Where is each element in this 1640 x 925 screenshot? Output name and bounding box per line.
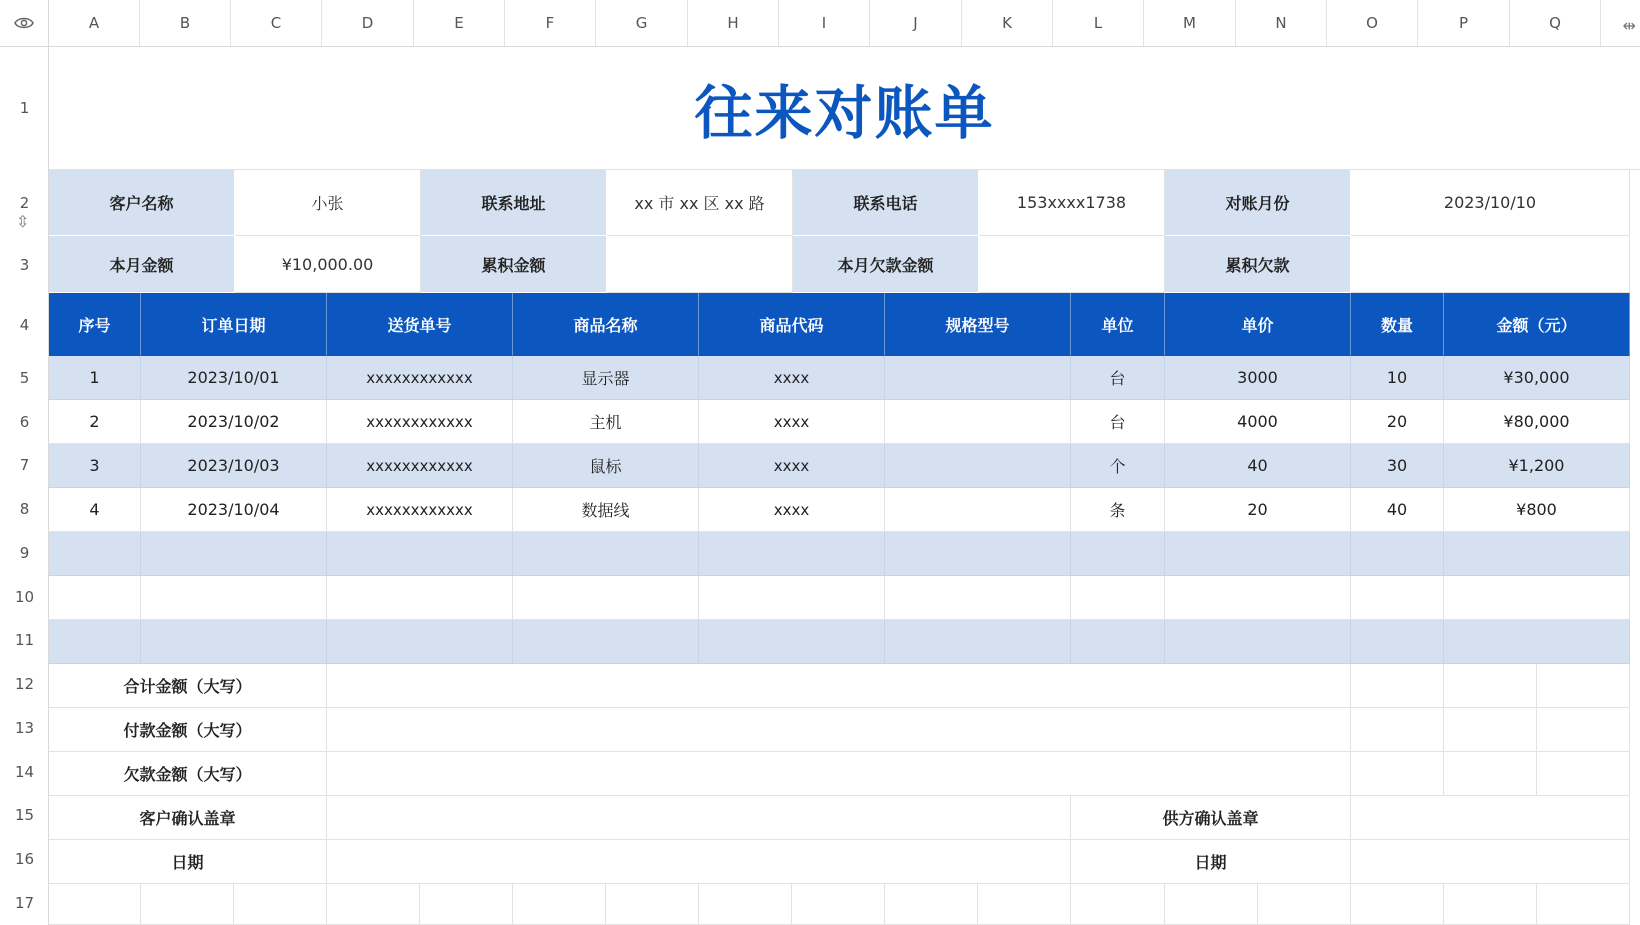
- empty-cell[interactable]: [1351, 752, 1444, 796]
- empty-cell[interactable]: [1258, 884, 1351, 925]
- cumulative-debt-label: 累积欠款: [1165, 236, 1351, 293]
- customer-date-field[interactable]: [327, 840, 1071, 884]
- empty-cell[interactable]: [1444, 664, 1537, 708]
- empty-cell[interactable]: [513, 620, 699, 664]
- cell-delivery-no[interactable]: xxxxxxxxxxxx: [327, 488, 513, 532]
- empty-cell[interactable]: [1444, 884, 1537, 925]
- paid-amount-field[interactable]: [327, 708, 1351, 752]
- customer-stamp-label: 客户确认盖章: [49, 796, 327, 840]
- empty-cell[interactable]: [513, 884, 606, 925]
- empty-cell[interactable]: [49, 620, 141, 664]
- table-header-unit-price[interactable]: 单价: [1165, 293, 1351, 356]
- cell-quantity[interactable]: 20: [1351, 400, 1444, 444]
- row-header-15[interactable]: 15: [14, 806, 35, 824]
- empty-cell[interactable]: [1444, 708, 1537, 752]
- empty-cell[interactable]: [792, 884, 885, 925]
- cell-product-name[interactable]: 主机: [513, 400, 699, 444]
- cell-product-code[interactable]: xxxx: [699, 488, 885, 532]
- cell-product-name[interactable]: 显示器: [513, 356, 699, 400]
- column-header-h[interactable]: H: [688, 0, 779, 46]
- month-debt-label: 本月欠款金额: [793, 236, 979, 293]
- customer-stamp-field[interactable]: [327, 796, 1071, 840]
- cell-amount[interactable]: ¥1,200: [1444, 444, 1630, 488]
- column-header-n[interactable]: N: [1236, 0, 1327, 46]
- cell-unit[interactable]: 个: [1071, 444, 1165, 488]
- empty-cell[interactable]: [1444, 752, 1537, 796]
- address-value[interactable]: xx 市 xx 区 xx 路: [607, 170, 793, 236]
- empty-cell[interactable]: [327, 532, 513, 576]
- address-label: 联系地址: [421, 170, 607, 236]
- column-header-bar: [0, 0, 1640, 47]
- row-header-4[interactable]: 4: [19, 315, 30, 334]
- empty-cell[interactable]: [327, 620, 513, 664]
- cumulative-amount-label: 累积金额: [421, 236, 607, 293]
- empty-cell[interactable]: [1537, 708, 1630, 752]
- empty-cell[interactable]: [699, 532, 885, 576]
- cell-product-code[interactable]: xxxx: [699, 444, 885, 488]
- column-header-p[interactable]: P: [1418, 0, 1510, 46]
- empty-cell[interactable]: [1351, 576, 1444, 620]
- empty-cell[interactable]: [1351, 620, 1444, 664]
- empty-cell[interactable]: [699, 620, 885, 664]
- empty-cell[interactable]: [1165, 576, 1351, 620]
- column-header-b[interactable]: B: [140, 0, 231, 46]
- month-amount-value[interactable]: ¥10,000.00: [235, 236, 421, 293]
- empty-cell[interactable]: [1071, 620, 1165, 664]
- phone-value[interactable]: 153xxxx1738: [979, 170, 1165, 236]
- statement-month-value[interactable]: 2023/10/10: [1351, 170, 1630, 236]
- supplier-date-label: 日期: [1071, 840, 1351, 884]
- empty-cell[interactable]: [885, 532, 1071, 576]
- empty-cell[interactable]: [1537, 664, 1630, 708]
- row-resize-icon[interactable]: ⇳: [16, 212, 30, 231]
- row-header-2[interactable]: 2: [19, 194, 30, 212]
- customer-name-value[interactable]: 小张: [235, 170, 421, 236]
- empty-cell[interactable]: [1165, 620, 1351, 664]
- column-header-j[interactable]: J: [870, 0, 962, 46]
- cell-order-date[interactable]: 2023/10/03: [141, 444, 327, 488]
- column-header-i[interactable]: I: [779, 0, 870, 46]
- empty-cell[interactable]: [978, 884, 1071, 925]
- row-header-12[interactable]: 12: [14, 675, 35, 693]
- empty-cell[interactable]: [141, 620, 327, 664]
- empty-cell[interactable]: [1444, 576, 1630, 620]
- row-header-16[interactable]: 16: [14, 850, 35, 868]
- empty-cell[interactable]: [1537, 752, 1630, 796]
- owed-amount-label: 欠款金额（大写）: [49, 752, 327, 796]
- cell-amount[interactable]: ¥30,000: [1444, 356, 1630, 400]
- cell-unit[interactable]: 台: [1071, 400, 1165, 444]
- cumulative-debt-value[interactable]: [1351, 236, 1630, 293]
- column-header-m[interactable]: M: [1144, 0, 1236, 46]
- empty-cell[interactable]: [1351, 884, 1444, 925]
- empty-cell[interactable]: [1071, 884, 1165, 925]
- cell-spec[interactable]: [885, 488, 1071, 532]
- cell-unit-price[interactable]: 20: [1165, 488, 1351, 532]
- column-header-c[interactable]: C: [231, 0, 322, 46]
- empty-cell[interactable]: [885, 884, 978, 925]
- row-header-14[interactable]: 14: [14, 762, 35, 781]
- supplier-date-field[interactable]: [1351, 840, 1630, 884]
- cell-product-name[interactable]: 数据线: [513, 488, 699, 532]
- cell-order-date[interactable]: 2023/10/04: [141, 488, 327, 532]
- cell-product-code[interactable]: xxxx: [699, 356, 885, 400]
- total-amount-field[interactable]: [327, 664, 1351, 708]
- table-header-spec[interactable]: 规格型号: [885, 293, 1071, 356]
- empty-cell[interactable]: [1537, 884, 1630, 925]
- column-header-d[interactable]: D: [322, 0, 414, 46]
- empty-cell[interactable]: [234, 884, 327, 925]
- customer-name-label: 客户名称: [49, 170, 235, 236]
- column-header-o[interactable]: O: [1327, 0, 1418, 46]
- cell-delivery-no[interactable]: xxxxxxxxxxxx: [327, 400, 513, 444]
- month-debt-value[interactable]: [979, 236, 1165, 293]
- row-header-9[interactable]: 9: [19, 544, 30, 562]
- column-resize-icon[interactable]: ⇹: [1622, 16, 1636, 35]
- cell-order-date[interactable]: 2023/10/01: [141, 356, 327, 400]
- cell-delivery-no[interactable]: xxxxxxxxxxxx: [327, 444, 513, 488]
- total-amount-label: 合计金额（大写）: [49, 664, 327, 708]
- cell-order-date[interactable]: 2023/10/02: [141, 400, 327, 444]
- row-header-bar: [0, 46, 49, 925]
- cell-unit-price[interactable]: 3000: [1165, 356, 1351, 400]
- column-header-f[interactable]: F: [505, 0, 596, 46]
- cell-product-name[interactable]: 鼠标: [513, 444, 699, 488]
- empty-cell[interactable]: [1444, 620, 1630, 664]
- empty-cell[interactable]: [49, 884, 141, 925]
- row-header-3[interactable]: 3: [19, 255, 30, 274]
- empty-cell[interactable]: [141, 884, 234, 925]
- empty-cell[interactable]: [513, 576, 699, 620]
- supplier-stamp-label: 供方确认盖章: [1071, 796, 1351, 840]
- phone-label: 联系电话: [793, 170, 979, 236]
- table-header-delivery-no[interactable]: 送货单号: [327, 293, 513, 356]
- paid-amount-label: 付款金额（大写）: [49, 708, 327, 752]
- table-header-amount[interactable]: 金额（元）: [1444, 293, 1630, 356]
- supplier-stamp-field[interactable]: [1351, 796, 1630, 840]
- row-header-7[interactable]: 7: [19, 456, 30, 474]
- empty-cell[interactable]: [885, 576, 1071, 620]
- cell-unit-price[interactable]: 40: [1165, 444, 1351, 488]
- cell-index[interactable]: 1: [49, 356, 141, 400]
- owed-amount-field[interactable]: [327, 752, 1351, 796]
- table-header-unit[interactable]: 单位: [1071, 293, 1165, 356]
- cell-amount[interactable]: ¥800: [1444, 488, 1630, 532]
- cell-unit-price[interactable]: 4000: [1165, 400, 1351, 444]
- cell-spec[interactable]: [885, 400, 1071, 444]
- column-header-l[interactable]: L: [1053, 0, 1144, 46]
- column-header-g[interactable]: G: [596, 0, 688, 46]
- empty-cell[interactable]: [885, 620, 1071, 664]
- cell-index[interactable]: 4: [49, 488, 141, 532]
- page-title: 往来对账单: [49, 46, 1640, 170]
- column-header-e[interactable]: E: [414, 0, 505, 46]
- cell-unit[interactable]: 条: [1071, 488, 1165, 532]
- empty-cell[interactable]: [513, 532, 699, 576]
- cell-spec[interactable]: [885, 444, 1071, 488]
- empty-cell[interactable]: [1351, 532, 1444, 576]
- cell-quantity[interactable]: 10: [1351, 356, 1444, 400]
- row-header-13[interactable]: 13: [14, 719, 35, 737]
- cell-quantity[interactable]: 40: [1351, 488, 1444, 532]
- empty-cell[interactable]: [1071, 576, 1165, 620]
- row-header-11[interactable]: 11: [14, 631, 35, 649]
- cumulative-amount-value[interactable]: [607, 236, 793, 293]
- empty-cell[interactable]: [606, 884, 699, 925]
- cell-index[interactable]: 2: [49, 400, 141, 444]
- cell-spec[interactable]: [885, 356, 1071, 400]
- cell-product-code[interactable]: xxxx: [699, 400, 885, 444]
- column-header-a[interactable]: A: [49, 0, 140, 46]
- table-header-order-date[interactable]: 订单日期: [141, 293, 327, 356]
- column-header-k[interactable]: K: [962, 0, 1053, 46]
- empty-cell[interactable]: [1165, 532, 1351, 576]
- cell-amount[interactable]: ¥80,000: [1444, 400, 1630, 444]
- row-header-8[interactable]: 8: [19, 500, 30, 518]
- empty-cell[interactable]: [49, 576, 141, 620]
- empty-cell[interactable]: [420, 884, 513, 925]
- table-header-product-name[interactable]: 商品名称: [513, 293, 699, 356]
- month-amount-label: 本月金额: [49, 236, 235, 293]
- row-header-6[interactable]: 6: [19, 412, 30, 431]
- row-header-5[interactable]: 5: [19, 369, 30, 387]
- empty-cell[interactable]: [1071, 532, 1165, 576]
- empty-cell[interactable]: [49, 532, 141, 576]
- cell-index[interactable]: 3: [49, 444, 141, 488]
- cell-delivery-no[interactable]: xxxxxxxxxxxx: [327, 356, 513, 400]
- cell-unit[interactable]: 台: [1071, 356, 1165, 400]
- statement-month-label: 对账月份: [1165, 170, 1351, 236]
- empty-cell[interactable]: [699, 884, 792, 925]
- eye-icon[interactable]: [0, 0, 49, 46]
- empty-cell[interactable]: [327, 884, 420, 925]
- row-header-1[interactable]: 1: [19, 99, 30, 117]
- cell-quantity[interactable]: 30: [1351, 444, 1444, 488]
- row-header-10[interactable]: 10: [14, 587, 35, 606]
- empty-cell[interactable]: [1444, 532, 1630, 576]
- empty-cell[interactable]: [327, 576, 513, 620]
- empty-cell[interactable]: [141, 576, 327, 620]
- empty-cell[interactable]: [699, 576, 885, 620]
- customer-date-label: 日期: [49, 840, 327, 884]
- row-header-17[interactable]: 17: [14, 894, 35, 912]
- empty-cell[interactable]: [141, 532, 327, 576]
- empty-cell[interactable]: [1165, 884, 1258, 925]
- table-header-product-code[interactable]: 商品代码: [699, 293, 885, 356]
- table-header-index[interactable]: 序号: [49, 293, 141, 356]
- table-header-quantity[interactable]: 数量: [1351, 293, 1444, 356]
- empty-cell[interactable]: [1351, 708, 1444, 752]
- empty-cell[interactable]: [1351, 664, 1444, 708]
- column-header-q[interactable]: Q: [1510, 0, 1601, 46]
